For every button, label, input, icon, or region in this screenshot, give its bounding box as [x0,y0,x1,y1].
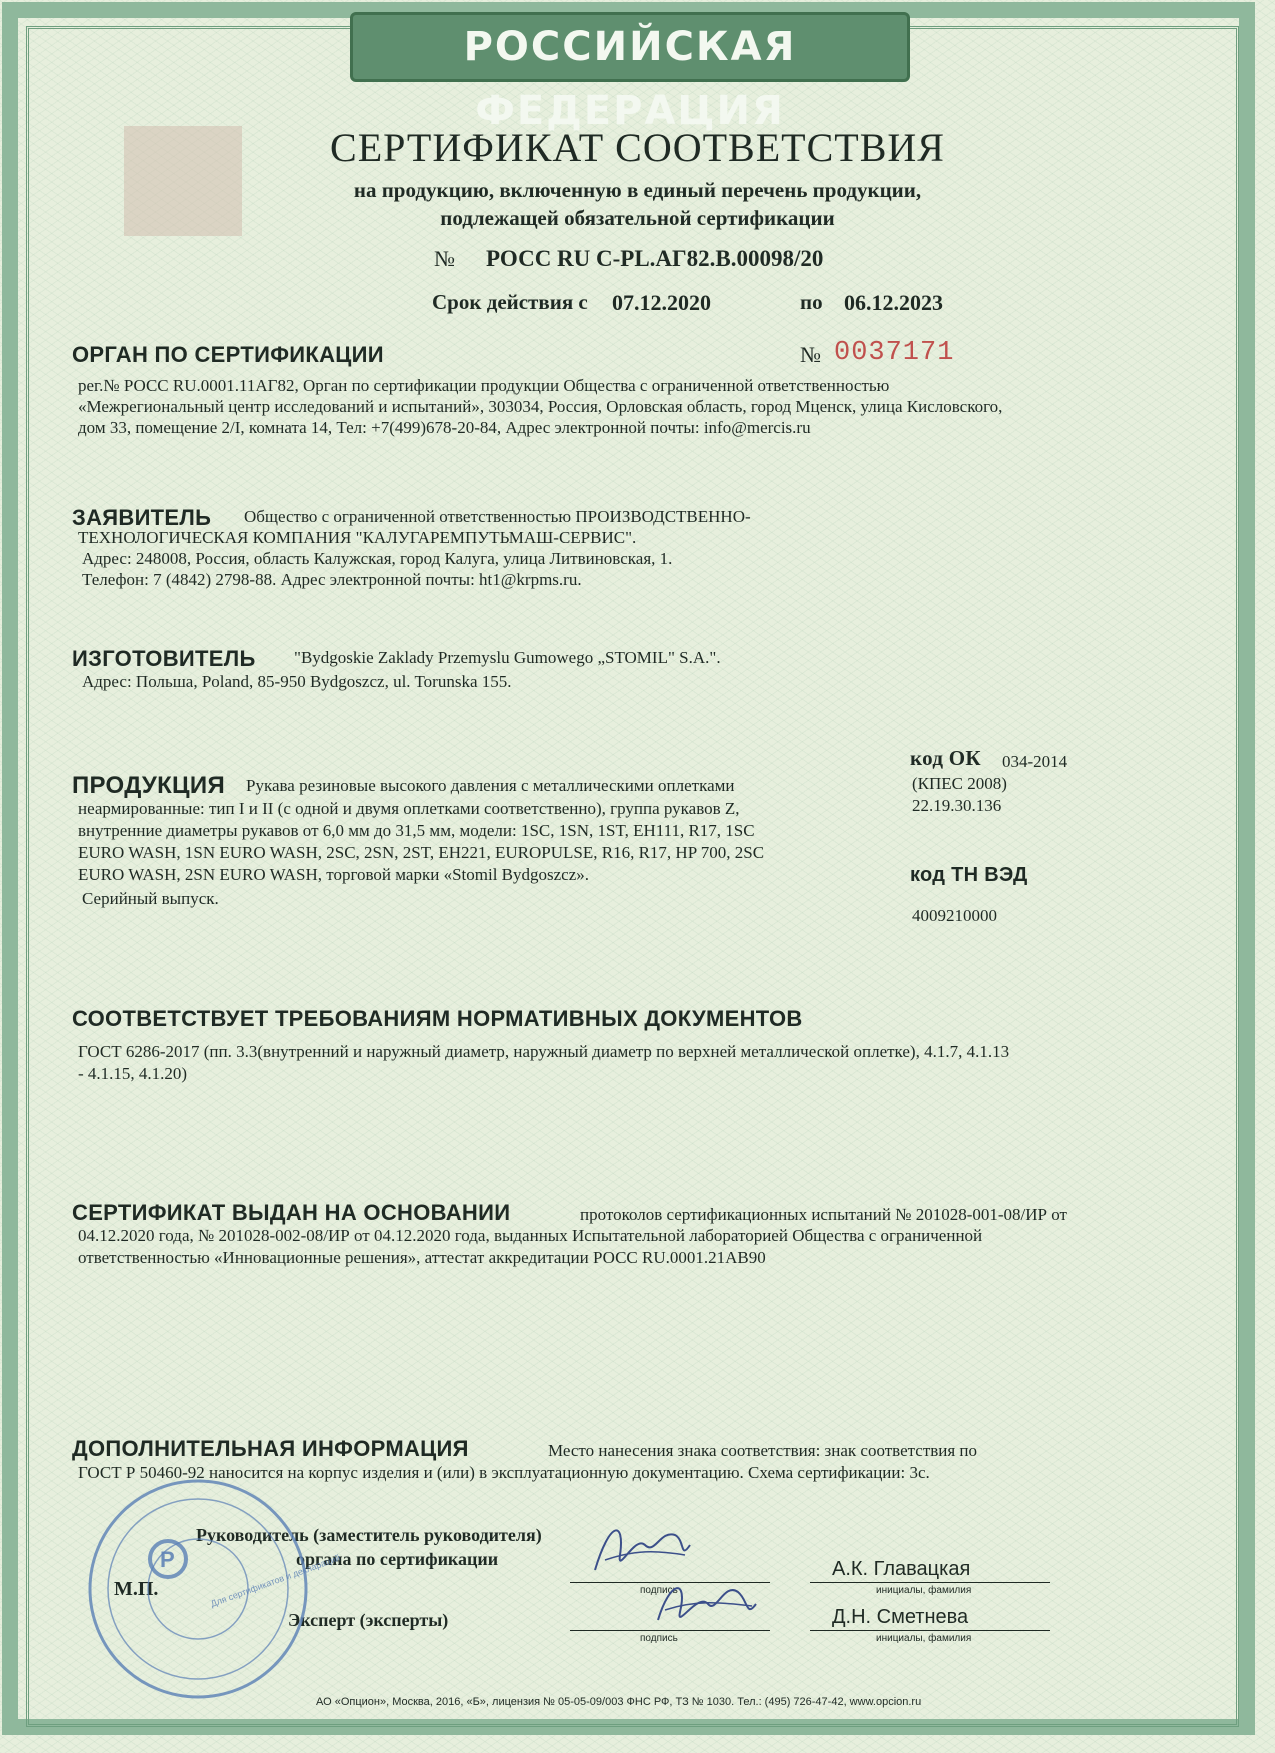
manufacturer-line: Адрес: Польша, Poland, 85-950 Bydgoszcz, ul. Torunska 155. [82,672,512,691]
ok-standard: 034-2014 [1002,752,1068,771]
certificate-number: РОСС RU С-PL.АГ82.В.00098/20 [486,246,824,271]
head-signatory-label-2: органа по сертификации [296,1549,499,1569]
manufacturer-heading: ИЗГОТОВИТЕЛЬ [72,646,256,671]
expert-signature-image [650,1570,760,1640]
cert-body-heading: ОРГАН ПО СЕРТИФИКАЦИИ [72,342,384,367]
validity-from: 07.12.2020 [612,290,711,315]
certificate-title: СЕРТИФИКАТ СООТВЕТСТВИЯ [330,125,945,170]
cert-body-line: «Межрегиональный центр исследований и испытаний», 303034, Россия, Орловская область, город Мценск, улица Кисловского, [78,397,1003,416]
validity-label: Срок действия с [432,290,588,314]
certificate-subtitle-line-1: на продукцию, включенную в единый перечень продукции, [353,178,922,202]
applicant-line: Адрес: 248008, Россия, область Калужская, город Калуга, улица Литвиновская, 1. [82,549,673,568]
head-signatory-name: А.К. Главацкая [832,1558,971,1580]
additional-line: ГОСТ Р 50460-92 наносится на корпус изделия и (или) в эксплуатационную документацию. Схема сертификации: 3с. [78,1463,930,1482]
stamp-inner-text: Для сертификатов и деклараций [209,1552,342,1609]
conformity-line: - 4.1.15, 4.1.20) [78,1064,188,1083]
signature-caption: подпись [640,1585,678,1596]
product-heading: ПРОДУКЦИЯ [72,772,225,799]
head-name-line [810,1582,1050,1583]
form-number-label: № [800,342,821,367]
additional-line: Место нанесения знака соответствия: знак соответствия по [548,1441,978,1460]
basis-line: 04.12.2020 года, № 201028-002-08/ИР от 04.12.2020 года, выданных Испытательной лабораторией Общества с ограниченной [78,1226,983,1245]
cert-body-line: рег.№ РОСС RU.0001.11АГ82, Орган по сертификации продукции Общества с ограниченной ответственностью [78,376,890,395]
stamp-place-label: М.П. [114,1578,159,1600]
ok-kpes: (КПЕС 2008) [912,774,1007,793]
tnved-code: 4009210000 [912,906,997,925]
certificate-subtitle-line-2: подлежащей обязательной сертификации [440,206,835,230]
stamp-rosstandart-letter: Р [160,1547,175,1572]
validity-to: 06.12.2023 [844,290,943,315]
country-banner: РОССИЙСКАЯ ФЕДЕРАЦИЯ [350,12,910,82]
conformity-line: ГОСТ 6286-2017 (пп. 3.3(внутренний и наружный диаметр, наружный диаметр по верхней металлической оплетке), 4.1.7, 4.1.13 [78,1042,1010,1061]
cert-body-line: дом 33, помещение 2/I, комната 14, Тел: +7(499)678-20-84, Адрес электронной почты: info@mercis.ru [78,418,811,437]
certificate-number-label: № [434,246,455,271]
expert-name: Д.Н. Сметнева [832,1606,969,1628]
head-signatory-label: Руководитель (заместитель руководителя) [196,1525,542,1545]
validity-to-label: по [800,290,823,314]
initials-caption: инициалы, фамилия [876,1633,972,1644]
manufacturer-line: "Bydgoskie Zaklady Przemyslu Gumowego „STOMIL" S.A.". [294,648,721,667]
applicant-heading: ЗАЯВИТЕЛЬ [72,505,212,530]
product-line: Рукава резиновые высокого давления с металлическими оплетками [246,776,735,795]
product-line: EURO WASH, 1SN EURO WASH, 2SC, 2SN, 2ST, EH221, EUROPULSE, R16, R17, HP 700, 2SC [78,843,765,862]
applicant-line: ТЕХНОЛОГИЧЕСКАЯ КОМПАНИЯ "КАЛУГАРЕМПУТЬМАШ-СЕРВИС". [78,528,637,547]
basis-line: ответственностью «Инновационные решения», аттестат аккредитации РОСС RU.0001.21АВ90 [78,1248,766,1267]
signature-caption: подпись [640,1633,678,1644]
initials-caption: инициалы, фамилия [876,1585,972,1596]
ok-code-label: код ОК [910,746,981,770]
additional-heading: ДОПОЛНИТЕЛЬНАЯ ИНФОРМАЦИЯ [72,1436,469,1461]
product-line: EURO WASH, 2SN EURO WASH, торговой марки «Stomil Bydgoszcz». [78,865,590,884]
official-stamp [84,1475,342,1703]
applicant-line: Телефон: 7 (4842) 2798-88. Адрес электронной почты: ht1@krpms.ru. [82,570,582,589]
basis-line: протоколов сертификационных испытаний № 201028-001-08/ИР от [580,1205,1067,1224]
tnved-code-label: код ТН ВЭД [910,864,1028,886]
expert-label: Эксперт (эксперты) [288,1610,449,1630]
basis-heading: СЕРТИФИКАТ ВЫДАН НА ОСНОВАНИИ [72,1200,511,1225]
product-line: Серийный выпуск. [82,889,219,908]
conformity-heading: СООТВЕТСТВУЕТ ТРЕБОВАНИЯМ НОРМАТИВНЫХ ДОКУМЕНТОВ [72,1006,803,1031]
product-line: внутренние диаметры рукавов от 6,0 мм до 31,5 мм, модели: 1SC, 1SN, 1ST, EH111, R17, 1SC [78,821,755,840]
product-line: неармированные: тип I и II (с одной и двумя оплетками соответственно), группа рукавов Z, [78,799,740,818]
applicant-line: Общество с ограниченной ответственностью ПРОИЗВОДСТВЕННО- [244,507,751,526]
form-number: 0037171 [834,338,955,368]
ok-code: 22.19.30.136 [912,796,1002,815]
printer-footer: АО «Опцион», Москва, 2016, «Б», лицензия № 05-05-09/003 ФНС РФ, ТЗ № 1030. Тел.: (495) 726-47-42, www.opcion.ru [316,1696,922,1708]
expert-name-line [810,1630,1050,1631]
